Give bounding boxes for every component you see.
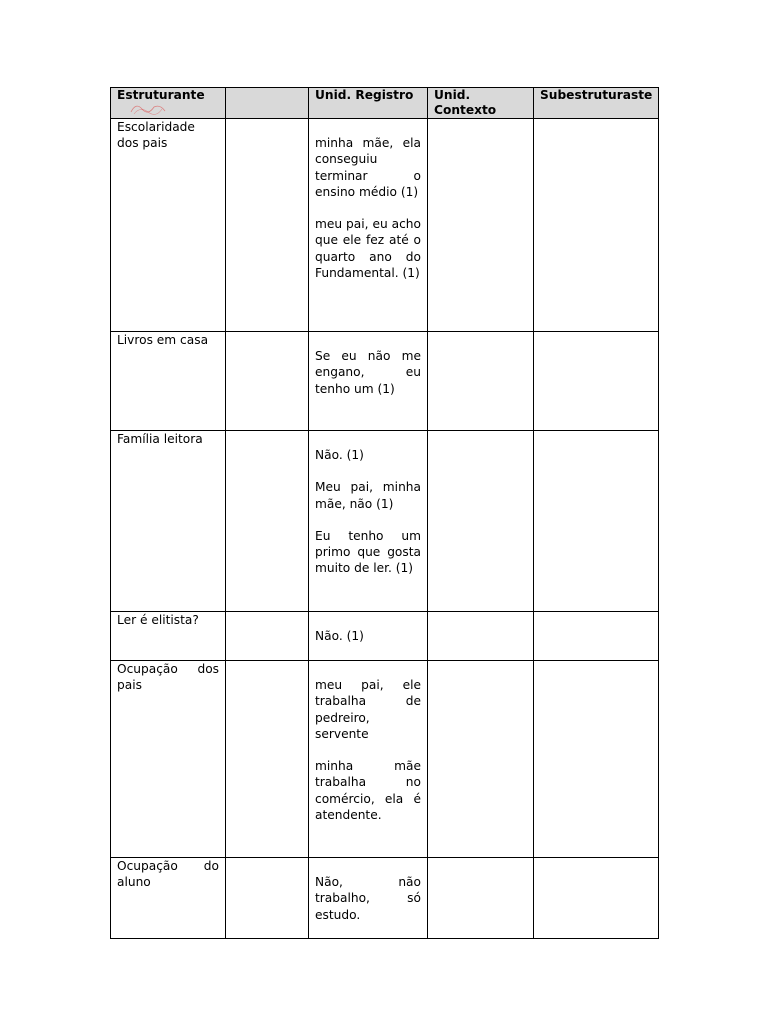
registro-text: minha mãe, ela conseguiu terminar o ensino médio (1) bbox=[315, 136, 421, 199]
registro-text: Se eu não me engano, eu tenho um (1) bbox=[315, 349, 421, 396]
blank-cell bbox=[226, 431, 309, 612]
subestrutura-cell bbox=[534, 858, 659, 939]
estruturante-cell: Ler é elitista? bbox=[111, 612, 226, 661]
registro-text: minha mãe trabalha no comércio, ela é atendente. bbox=[315, 759, 421, 823]
table-row bbox=[111, 612, 659, 661]
estruturante-cell: Livros em casa bbox=[111, 332, 226, 431]
contexto-cell bbox=[428, 612, 534, 661]
registro-text: Não. (1) bbox=[315, 629, 364, 643]
subestrutura-cell bbox=[534, 612, 659, 661]
estruturante-cell: Ocupação dos pais bbox=[111, 661, 226, 858]
table-row bbox=[111, 858, 659, 939]
registro-cell bbox=[309, 431, 428, 612]
header-unid-registro: Unid. Registro bbox=[309, 88, 428, 119]
table-row bbox=[111, 431, 659, 612]
blank-cell bbox=[226, 119, 309, 332]
header-subestruturaste: Subestruturaste bbox=[534, 88, 659, 119]
contexto-cell bbox=[428, 661, 534, 858]
registro-cell bbox=[309, 858, 428, 939]
registro-text: Meu pai, minha mãe, não (1) bbox=[315, 480, 421, 511]
registro-text: Não. (1) bbox=[315, 448, 364, 462]
blank-cell bbox=[226, 332, 309, 431]
registro-cell bbox=[309, 661, 428, 858]
header-blank bbox=[226, 88, 309, 119]
header-row bbox=[111, 88, 659, 119]
registro-cell bbox=[309, 119, 428, 332]
coding-table bbox=[110, 87, 659, 939]
subestrutura-cell bbox=[534, 661, 659, 858]
estruturante-cell: Família leitora bbox=[111, 431, 226, 612]
contexto-cell bbox=[428, 332, 534, 431]
contexto-cell bbox=[428, 119, 534, 332]
subestrutura-cell bbox=[534, 332, 659, 431]
header-unid-contexto: Unid. Contexto bbox=[428, 88, 534, 119]
registro-text: meu pai, eu acho que ele fez até o quarto ano do Fundamental. (1) bbox=[315, 217, 421, 281]
table-row bbox=[111, 119, 659, 332]
blank-cell bbox=[226, 612, 309, 661]
subestrutura-cell bbox=[534, 119, 659, 332]
registro-cell bbox=[309, 612, 428, 661]
contexto-cell bbox=[428, 431, 534, 612]
registro-text: Não, não trabalho, só estudo. bbox=[315, 875, 421, 922]
header-estruturante: Estruturante bbox=[111, 88, 226, 119]
registro-cell bbox=[309, 332, 428, 431]
subestrutura-cell bbox=[534, 431, 659, 612]
estruturante-cell: Ocupação do aluno bbox=[111, 858, 226, 939]
contexto-cell bbox=[428, 858, 534, 939]
registro-text: Eu tenho um primo que gosta muito de ler. (1) bbox=[315, 528, 421, 576]
table-row bbox=[111, 332, 659, 431]
table-row bbox=[111, 661, 659, 858]
estruturante-cell: Escolaridade dos pais bbox=[111, 119, 226, 332]
registro-text: meu pai, ele trabalha de pedreiro, servente bbox=[315, 678, 421, 741]
blank-cell bbox=[226, 661, 309, 858]
blank-cell bbox=[226, 858, 309, 939]
